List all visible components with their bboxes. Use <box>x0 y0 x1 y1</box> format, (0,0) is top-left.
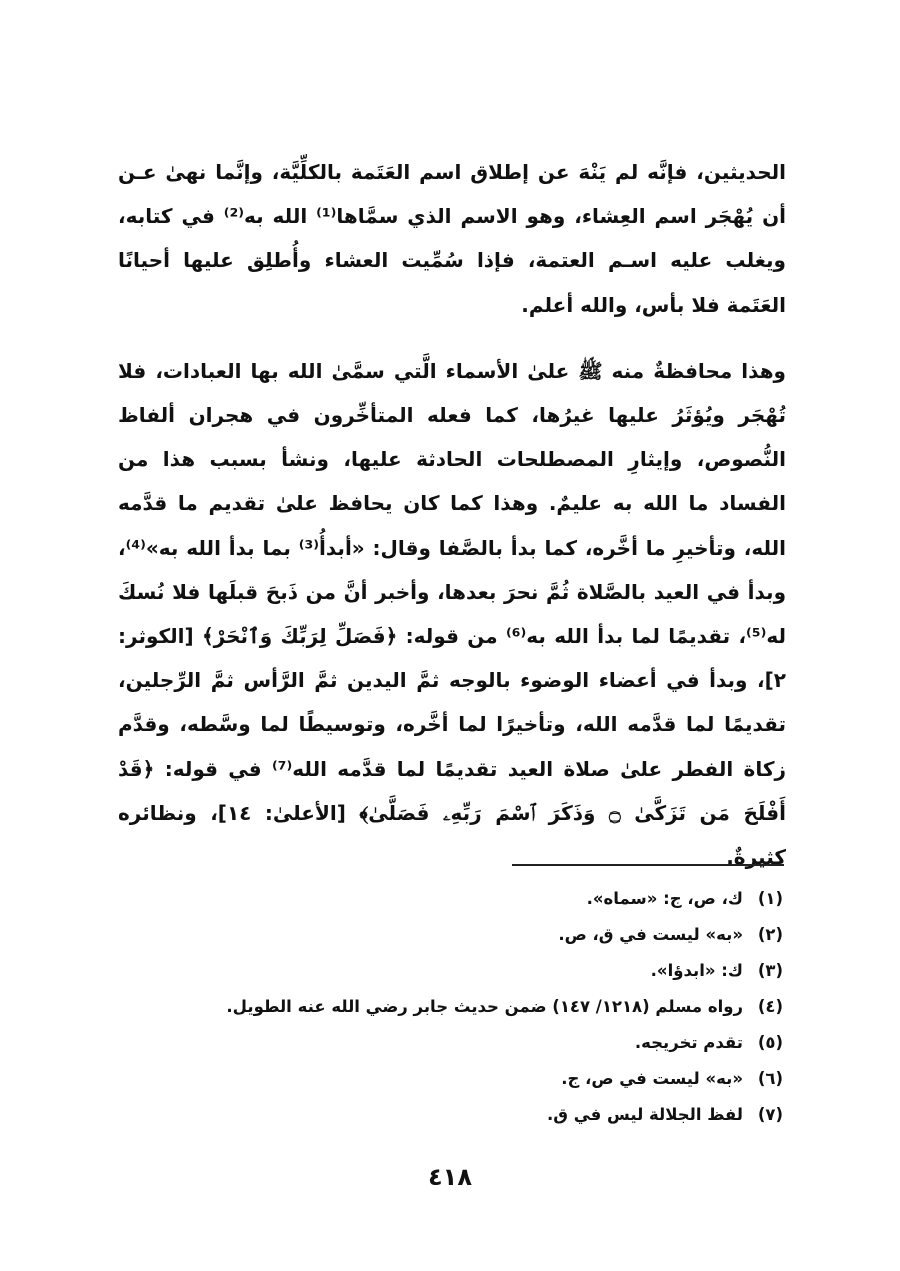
footnote-text: تقدم تخريجه. <box>634 1032 743 1052</box>
body-text <box>118 150 786 879</box>
footnote-6 <box>250 1060 783 1096</box>
footnotes <box>226 880 783 1132</box>
footnote-number: (٥) <box>757 1032 783 1052</box>
footnote-text: رواه مسلم (١٢١٨/ ١٤٧) ضمن حديث جابر رضي الله عنه الطويل. <box>226 996 743 1016</box>
paragraph-1: الحديثين، فإنَّه لم يَنْهَ عن إطلاق اسم العَتَمة بالكلِّيَّة، وإنَّما نهىٰ عـن أن يُهْجَر اسم العِشاء، وهو الاسم الذي سمَّاها⁽¹⁾ الله به⁽²⁾ في كتابه، ويغلب عليه اسـم العتمة، فإذا سُمِّيت العشاء وأُطلِق عليها أحيانًا العَتَمة فلا بأس، والله أعلم. <box>118 160 786 317</box>
footnote-5 <box>250 1024 783 1060</box>
footnote-text: «به» ليست في ق، ص. <box>558 924 743 944</box>
footnote-number: (١) <box>757 888 783 908</box>
paragraph-2: وهذا محافظةٌ منه ﷺ علىٰ الأسماء الَّتي سمَّىٰ الله بها العبادات، فلا تُهْجَر ويُؤثَرُ عليها غيرُها، كما فعله المتأخِّرون في هجران ألفاظ النُّصوص، وإيثارِ المصطلحات الحادثة عليها، ونشأ بسبب هذا من الفساد ما الله به عليمٌ. وهذا كما كان يحافظ علىٰ تقديم ما قدَّمه الله، وتأخيرِ ما أخَّره، كما بدأ بالصَّفا وقال: «أبدأُ⁽³⁾ بما بدأ الله به»⁽⁴⁾، وبدأ في العيد بالصَّلاة ثُمَّ نحرَ بعدها، وأخبر أنَّ من ذَبحَ قبلَها فلا نُسكَ له⁽⁵⁾، تقديمًا لما بدأ الله به⁽⁶⁾ من قوله: ﴿فَصَلِّ لِرَبِّكَ وَٱنْحَرْ﴾ [الكوثر: ٢]، وبدأ في أعضاء الوضوء بالوجه ثمَّ اليدين ثمَّ الرَّأس ثمَّ الرِّجلين، تقديمًا لما قدَّمه الله، وتأخيرًا لما أخَّره، وتوسيطًا لما وسَّطه، وقدَّم زكاة الفطر علىٰ صلاة العيد تقديمًا لما قدَّمه الله⁽⁷⁾ في قوله: ﴿قَدْ أَفْلَحَ مَن تَزَكَّىٰ ۝ وَذَكَرَ ٱسْمَ رَبِّهِۦ فَصَلَّىٰ﴾ [الأعلىٰ: ١٤]، ونظائره كثيرةٌ. <box>118 358 787 870</box>
footnote-2 <box>250 916 783 952</box>
footnote-number: (٢) <box>757 924 783 944</box>
footnote-1 <box>250 880 783 916</box>
footnote-7 <box>250 1096 783 1132</box>
footnote-text: ك: «ابدؤا». <box>650 960 743 980</box>
page-number: ٤١٨ <box>428 1163 472 1191</box>
footnote-number: (٣) <box>757 960 783 980</box>
footnote-number: (٤) <box>757 996 783 1016</box>
footnote-divider <box>512 864 784 866</box>
footnote-text: ك، ص، ج: «سماه». <box>586 888 743 908</box>
footnote-text: «به» ليست في ص، ج. <box>561 1068 743 1088</box>
footnote-number: (٧) <box>757 1104 783 1124</box>
footnote-text: لفظ الجلالة ليس في ق. <box>547 1104 743 1124</box>
footnote-4 <box>226 988 783 1024</box>
footnote-number: (٦) <box>757 1068 783 1088</box>
footnote-3 <box>250 952 783 988</box>
